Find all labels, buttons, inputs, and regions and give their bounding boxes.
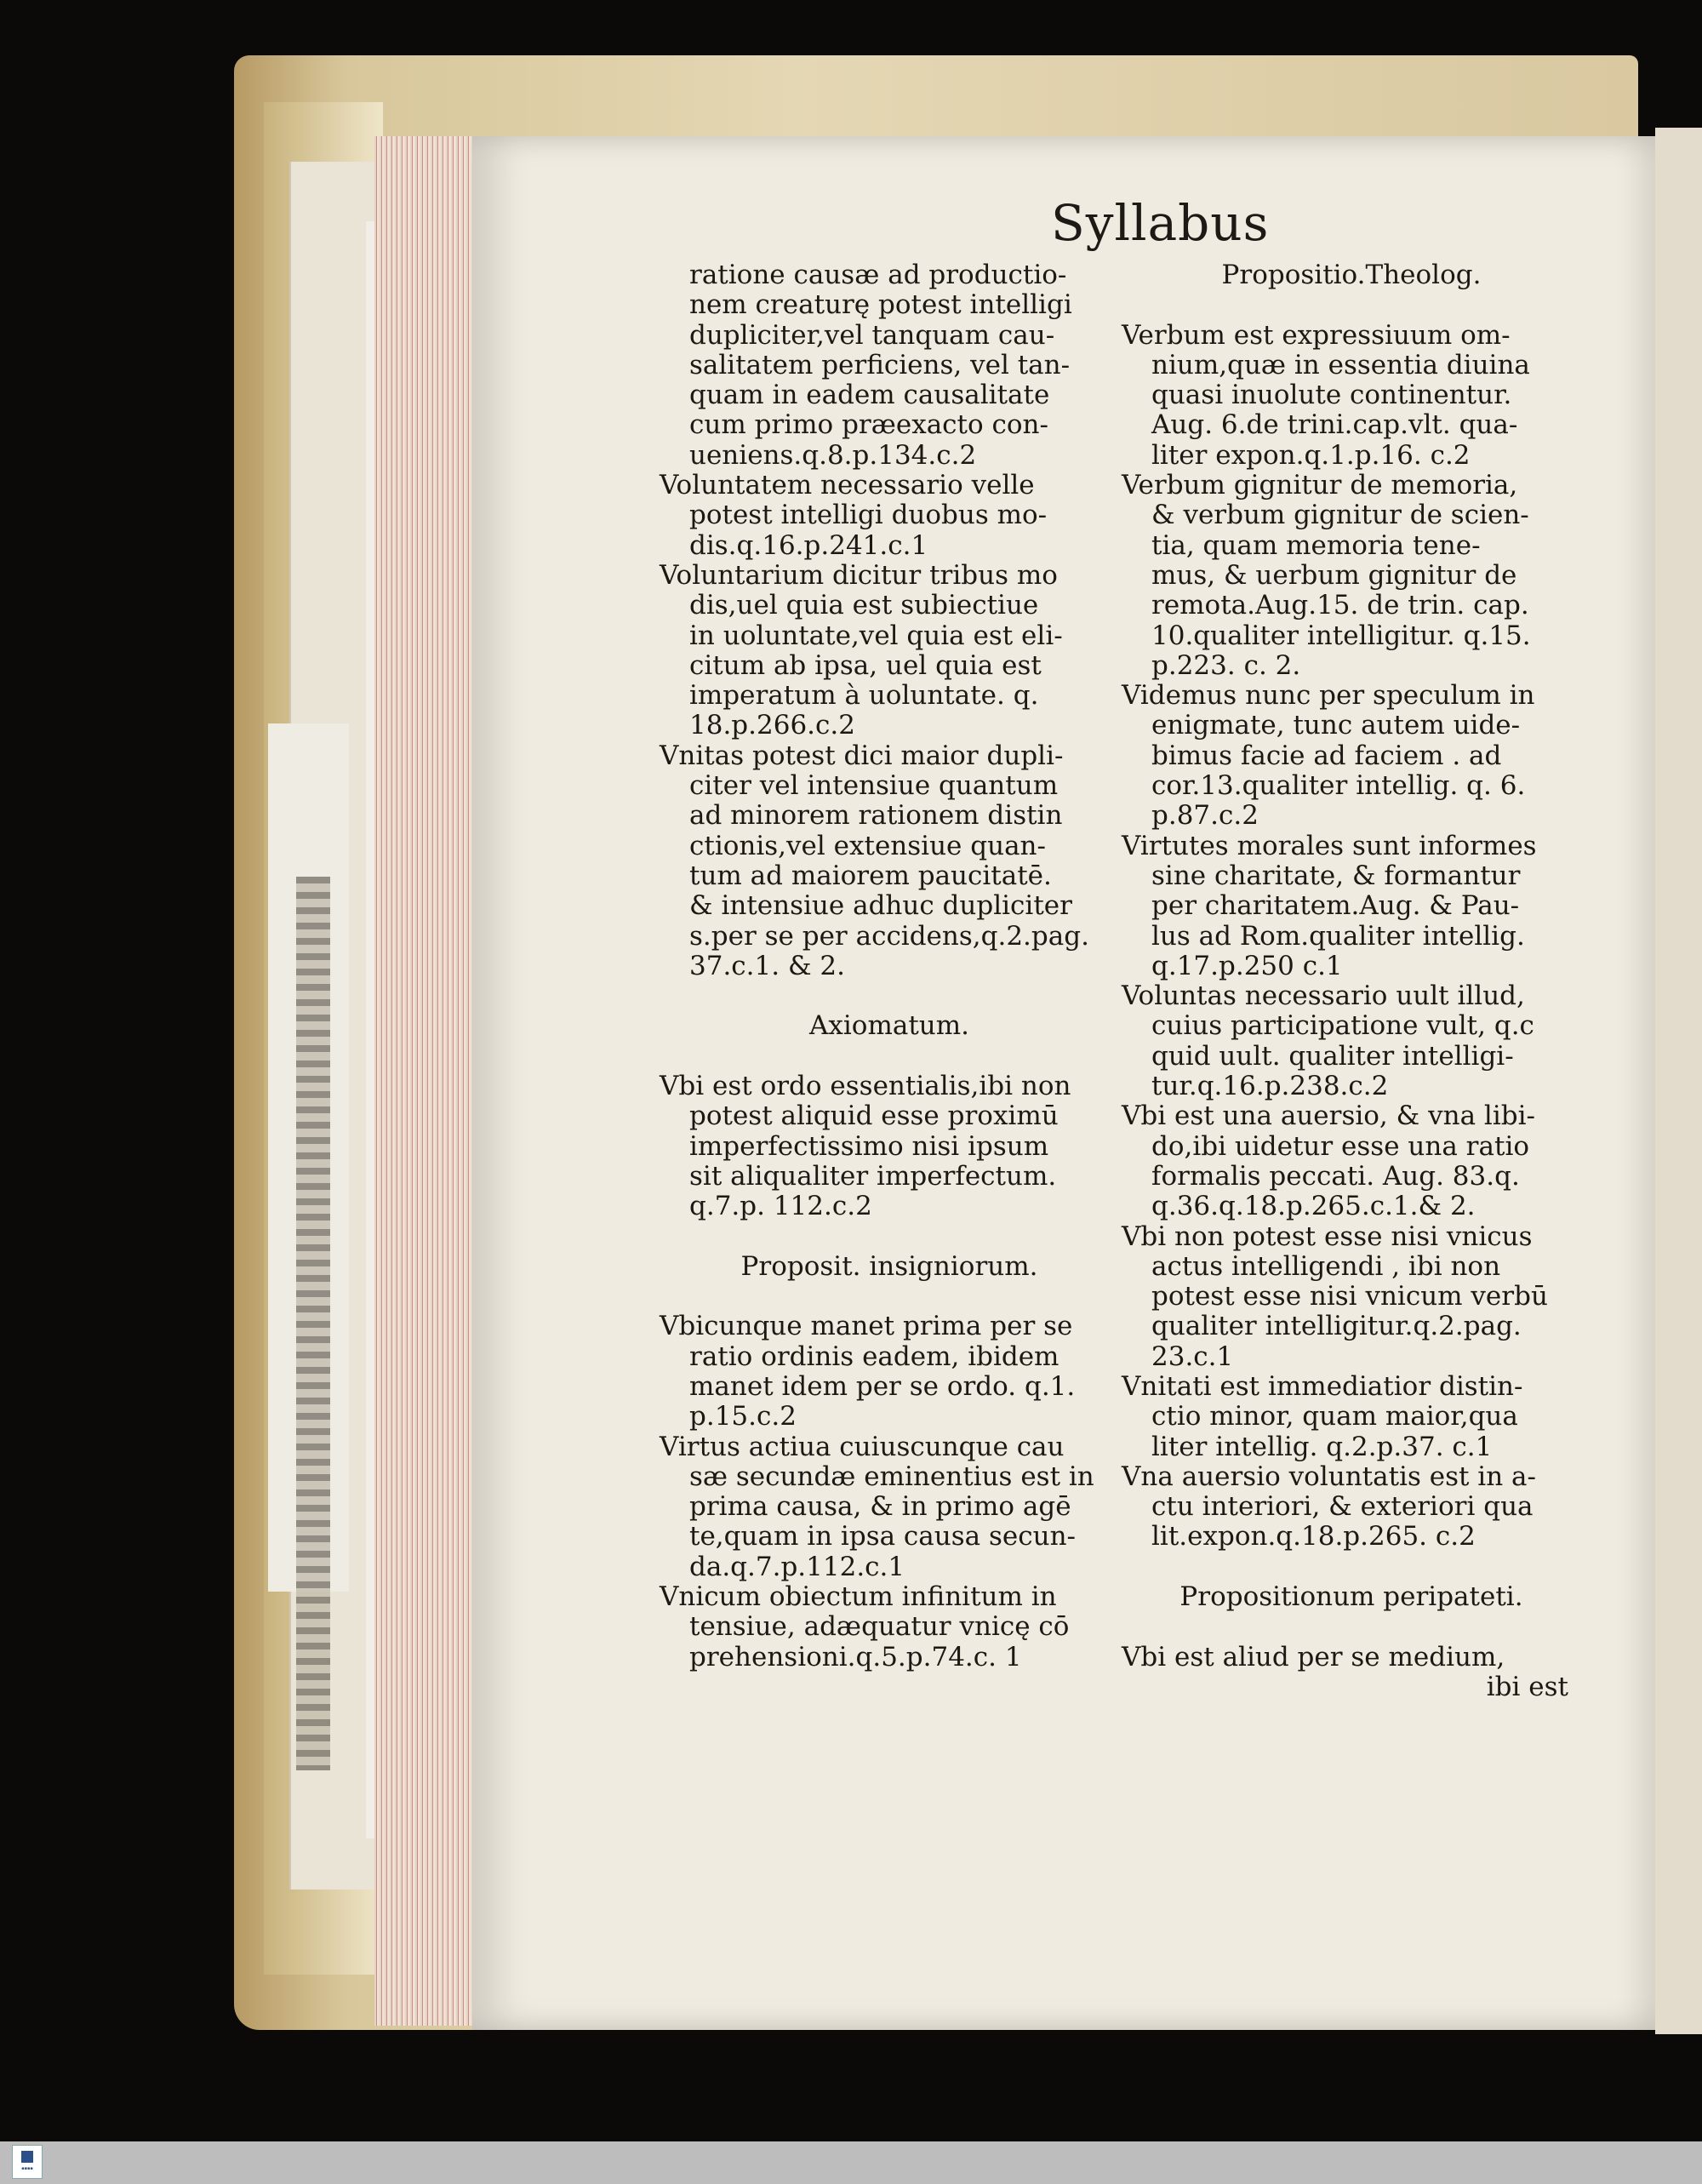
index-entry (1122, 1222, 1581, 1372)
entry-line: ueniens.q.8.p.134.c.2 (689, 439, 977, 471)
entry-line: & intensiue adhuc dupliciter (689, 890, 1072, 922)
entry-line: ratione causæ ad productio- (689, 260, 1067, 290)
entry-line: Verbum est expressiuum om- (1122, 319, 1511, 351)
right-column (1122, 260, 1581, 1702)
entry-line: tensiue, adæquatur vnicę cō (689, 1611, 1070, 1643)
index-entry (660, 471, 1119, 561)
entry-line: Aug. 6.de trini.cap.vlt. qua- (1151, 409, 1518, 441)
index-entry (1122, 1372, 1581, 1462)
index-entry (660, 1432, 1119, 1582)
index-entry (1122, 681, 1581, 831)
entry-line: 10.qualiter intelligitur. q.15. (1151, 620, 1531, 651)
entry-line: lus ad Rom.qualiter intellig. (1151, 920, 1525, 952)
entry-line: actus intelligendi , ibi non (1151, 1250, 1501, 1282)
entry-line: Vbicunque manet prima per se (660, 1311, 1073, 1342)
entry-line: potest esse nisi vnicum verbū (1151, 1281, 1548, 1312)
entry-line: Vbi est ordo essentialis,ibi non (660, 1071, 1071, 1102)
entry-line: tia, quam memoria tene- (1151, 529, 1481, 561)
entry-line: Vnicum obiectum infinitum in (660, 1581, 1057, 1613)
entry-line: Voluntatem necessario velle (660, 470, 1035, 501)
entry-line: Vna auersio voluntatis est in a- (1122, 1461, 1536, 1492)
entry-line: citer vel intensiue quantum (689, 770, 1059, 802)
section-spacer (660, 1042, 1119, 1072)
section-heading: Axiomatum. (809, 1010, 969, 1042)
entry-line: imperatum à uoluntate. q. (689, 680, 1039, 712)
catchword: ibi est (1486, 1671, 1568, 1702)
facing-page-edge (1655, 128, 1702, 2034)
entry-line: cuius participatione vult, q.c (1151, 1010, 1534, 1042)
entry-line: sæ secundæ eminentius est in (689, 1461, 1094, 1492)
entry-line: prehensioni.q.5.p.74.c. 1 (689, 1641, 1022, 1672)
entry-line: s.per se per accidens,q.2.pag. (689, 920, 1089, 952)
entry-line: in uoluntate,vel quia est eli- (689, 620, 1063, 651)
entry-line: cor.13.qualiter intellig. q. 6. (1151, 770, 1526, 802)
page-edges (374, 136, 481, 2026)
entry-line: potest intelligi duobus mo- (689, 500, 1048, 531)
entry-line: p.87.c.2 (1151, 800, 1259, 832)
entry-line: dupliciter,vel tanquam cau- (689, 319, 1055, 351)
index-entry (1122, 981, 1581, 1101)
index-entry (1122, 1643, 1581, 1672)
section-spacer (1122, 1612, 1581, 1642)
entry-line: Vnitati est immediatior distin- (1122, 1370, 1523, 1402)
entry-line: Voluntarium dicitur tribus mo (660, 559, 1058, 591)
entry-line: manet idem per se ordo. q.1. (689, 1370, 1076, 1402)
section-spacer (1122, 1552, 1581, 1582)
index-entry (1122, 832, 1581, 981)
entry-line: Videmus nunc per speculum in (1122, 680, 1535, 712)
entry-line: nem creaturę potest intelligi (689, 289, 1072, 321)
entry-line: do,ibi uidetur esse una ratio (1151, 1130, 1530, 1162)
entry-line: Vnitas potest dici maior dupli- (660, 740, 1064, 771)
index-entry (660, 741, 1119, 981)
entry-line: lit.expon.q.18.p.265. c.2 (1151, 1521, 1476, 1552)
entry-line: prima causa, & in primo agē (689, 1491, 1071, 1523)
entry-line: mus, & uerbum gignitur de (1151, 559, 1517, 591)
index-entry (660, 1072, 1119, 1221)
entry-line: Vbi non potest esse nisi vnicus (1122, 1221, 1533, 1252)
entry-line: remota.Aug.15. de trin. cap. (1151, 590, 1529, 621)
page-header: Syllabus (1051, 194, 1270, 252)
entry-line: bimus facie ad faciem . ad (1151, 740, 1502, 771)
entry-line: ctionis,vel extensiue quan- (689, 830, 1046, 861)
entry-line: p.15.c.2 (689, 1401, 797, 1432)
entry-line: Vbi est una auersio, & vna libi- (1122, 1101, 1535, 1132)
section-spacer (660, 1282, 1119, 1312)
entry-line: salitatem perficiens, vel tan- (689, 349, 1071, 380)
entry-line: Virtus actiua cuiuscunque cau (660, 1431, 1065, 1462)
entry-line: Virtutes morales sunt informes (1122, 830, 1537, 861)
entry-line: Verbum gignitur de memoria, (1122, 470, 1518, 501)
section-heading: Propositionum peripateti. (1179, 1581, 1523, 1613)
index-entry (1122, 321, 1581, 471)
entry-line: q.36.q.18.p.265.c.1.& 2. (1151, 1191, 1476, 1222)
entry-line: te,quam in ipsa causa secun- (689, 1521, 1077, 1552)
entry-line: ad minorem rationem distin (689, 800, 1063, 832)
section-heading: Propositio.Theolog. (1221, 260, 1482, 290)
library-logo-text: ▪▪▪▪ (21, 2166, 33, 2171)
entry-line: q.17.p.250 c.1 (1151, 950, 1343, 981)
index-entry (660, 1312, 1119, 1432)
entry-line: nium,quæ in essentia diuina (1151, 349, 1530, 380)
entry-line: ratio ordinis eadem, ibidem (689, 1341, 1059, 1372)
entry-line: q.7.p. 112.c.2 (689, 1191, 872, 1222)
entry-line: Voluntas necessario uult illud, (1122, 981, 1525, 1012)
section-spacer (660, 1222, 1119, 1252)
entry-line: liter intellig. q.2.p.37. c.1 (1151, 1431, 1493, 1462)
index-entry (1122, 1101, 1581, 1221)
entry-line: qualiter intelligitur.q.2.pag. (1151, 1311, 1522, 1342)
index-entry (660, 260, 1119, 471)
index-entry (660, 1582, 1119, 1672)
entry-line: per charitatem.Aug. & Pau- (1151, 890, 1520, 922)
entry-line: tum ad maiorem paucitatē. (689, 860, 1052, 891)
entry-line: quam in eadem causalitate (689, 380, 1050, 411)
entry-line: enigmate, tunc autem uide- (1151, 710, 1521, 741)
entry-line: quid uult. qualiter intelligi- (1151, 1040, 1514, 1072)
entry-line: sit aliqualiter imperfectum. (689, 1160, 1057, 1192)
entry-line: p.223. c. 2. (1151, 649, 1301, 681)
entry-line: 18.p.266.c.2 (689, 710, 855, 741)
section-spacer (660, 981, 1119, 1011)
library-logo-icon (21, 2151, 33, 2163)
entry-line: imperfectissimo nisi ipsum (689, 1130, 1049, 1162)
entry-line: dis.q.16.p.241.c.1 (689, 529, 928, 561)
entry-line: dis,uel quia est subiectiue (689, 590, 1039, 621)
entry-line: ctio minor, quam maior,qua (1151, 1401, 1518, 1432)
entry-line: da.q.7.p.112.c.1 (689, 1551, 905, 1582)
entry-line: cum primo præexacto con- (689, 409, 1048, 441)
library-logo[interactable] (12, 2145, 43, 2179)
entry-line: 23.c.1 (1151, 1341, 1234, 1372)
entry-line: formalis peccati. Aug. 83.q. (1151, 1160, 1520, 1192)
index-entry (1122, 471, 1581, 681)
index-entry (1122, 1462, 1581, 1552)
viewer-footer-bar (0, 2141, 1702, 2184)
entry-line: tur.q.16.p.238.c.2 (1151, 1071, 1389, 1102)
left-column (660, 260, 1119, 1672)
binding-strip (296, 877, 330, 1770)
entry-line: Vbi est aliud per se medium, (1122, 1641, 1505, 1672)
section-heading: Proposit. insigniorum. (740, 1250, 1038, 1282)
entry-line: citum ab ipsa, uel quia est (689, 649, 1042, 681)
entry-line: potest aliquid esse proximū (689, 1101, 1059, 1132)
index-entry (660, 561, 1119, 741)
entry-line: 37.c.1. & 2. (689, 950, 845, 981)
entry-line: & verbum gignitur de scien- (1151, 500, 1529, 531)
entry-line: quasi inuolute continentur. (1151, 380, 1512, 411)
entry-line: sine charitate, & formantur (1151, 860, 1521, 891)
section-spacer (1122, 290, 1581, 320)
entry-line: liter expon.q.1.p.16. c.2 (1151, 439, 1471, 471)
entry-line: ctu interiori, & exteriori qua (1151, 1491, 1534, 1523)
